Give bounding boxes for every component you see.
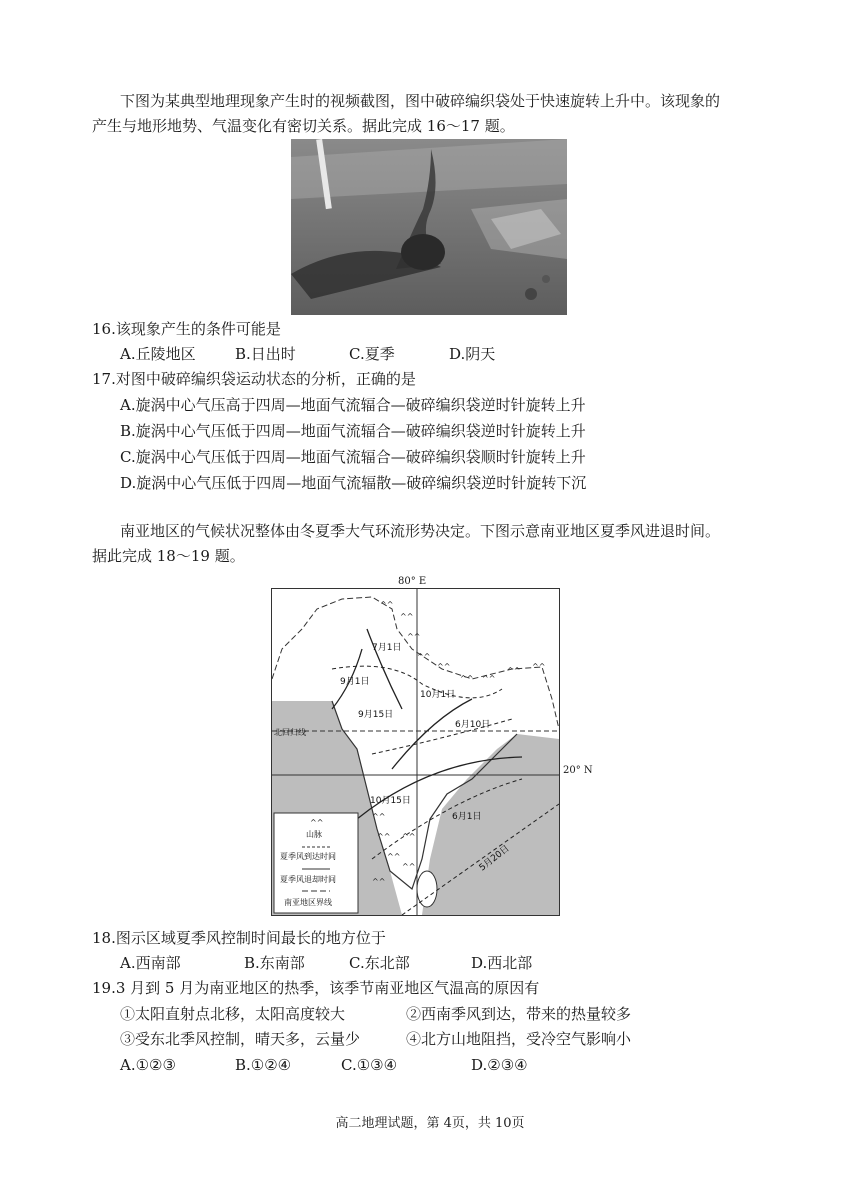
label-sep15: 9月15日 — [358, 710, 394, 720]
map-lat-label: 20° N — [563, 765, 593, 776]
q19-option-d: D.②③④ — [471, 1056, 528, 1074]
question-18-stem: 18.图示区域夏季风控制时间最长的地方位于 — [92, 929, 386, 947]
page-footer: 高二地理试题，第 4页，共 10页 — [335, 1116, 525, 1131]
q16-option-b: B.日出时 — [235, 345, 296, 363]
svg-text:^^: ^^ — [482, 674, 496, 683]
intro-paragraph-1-line-1: 下图为某典型地理现象产生时的视频截图，图中破碎编织袋处于快速旋转上升中。该现象的 — [120, 92, 721, 110]
sri-lanka — [417, 871, 437, 907]
svg-text:^^: ^^ — [417, 652, 431, 661]
svg-text:^^: ^^ — [507, 666, 521, 675]
map-lon-label: 80° E — [398, 576, 427, 587]
label-oct15: 10月15日 — [370, 796, 411, 806]
q17-option-d: D.旋涡中心气压低于四周—地面气流辐散—破碎编织袋逆时针旋转下沉 — [120, 474, 587, 492]
label-jun10: 6月10日 — [455, 720, 491, 730]
legend-mountain: 山脉 — [306, 830, 322, 839]
svg-text:^^: ^^ — [400, 612, 414, 621]
q16-option-d: D.阴天 — [449, 345, 496, 363]
svg-text:^^: ^^ — [380, 600, 394, 609]
label-jun1: 6月1日 — [452, 812, 482, 822]
retreat-line-oct1 — [392, 699, 472, 769]
q19-item-1: ①太阳直射点北移，太阳高度较大 — [120, 1005, 346, 1023]
retreat-line-sep15 — [367, 629, 402, 709]
svg-text:^^: ^^ — [372, 877, 386, 886]
q19-option-b: B.①②④ — [235, 1056, 292, 1074]
legend-retreat: 夏季风退却时间 — [280, 875, 336, 884]
svg-text:^^: ^^ — [407, 632, 421, 641]
svg-text:^^: ^^ — [387, 852, 401, 861]
legend-boundary: 南亚地区界线 — [284, 898, 332, 907]
question-17-stem: 17.对图中破碎编织袋运动状态的分析，正确的是 — [92, 370, 416, 388]
q17-option-c: C.旋涡中心气压低于四周—地面气流辐合—破碎编织袋顺时针旋转上升 — [120, 448, 586, 466]
intro-paragraph-1-line-2: 产生与地形地势、气温变化有密切关系。据此完成 16～17 题。 — [92, 117, 515, 135]
svg-text:^^: ^^ — [402, 862, 416, 871]
svg-text:^^: ^^ — [372, 812, 386, 821]
south-asia-monsoon-map — [271, 588, 560, 916]
svg-text:^^: ^^ — [377, 832, 391, 841]
intro-paragraph-2-line-2: 据此完成 18～19 题。 — [92, 547, 245, 565]
q18-option-b: B.东南部 — [244, 954, 305, 972]
q17-option-b: B.旋涡中心气压低于四周—地面气流辐合—破碎编织袋逆时针旋转上升 — [120, 422, 586, 440]
q19-item-3: ③受东北季风控制，晴天多，云量少 — [120, 1030, 361, 1048]
q18-option-a: A.西南部 — [120, 954, 181, 972]
q16-option-c: C.夏季 — [349, 345, 395, 363]
label-tropic: 北回归线 — [274, 728, 306, 737]
legend-mountain-icon: ^^ — [310, 818, 324, 827]
svg-text:^^: ^^ — [437, 662, 451, 671]
q18-option-c: C.东北部 — [349, 954, 410, 972]
dust-devil-photo — [291, 139, 567, 315]
q18-option-d: D.西北部 — [471, 954, 533, 972]
q17-option-a: A.旋涡中心气压高于四周—地面气流辐合—破碎编织袋逆时针旋转上升 — [120, 396, 586, 414]
question-19-stem: 19.3 月到 5 月为南亚地区的热季，该季节南亚地区气温高的原因有 — [92, 979, 540, 997]
q19-option-a: A.①②③ — [120, 1056, 176, 1074]
advance-line-jun10 — [372, 719, 512, 754]
q19-option-c: C.①③④ — [341, 1056, 398, 1074]
label-oct1: 10月1日 — [420, 690, 456, 700]
svg-text:^^: ^^ — [402, 832, 416, 841]
label-sep1: 9月1日 — [340, 677, 370, 687]
q19-item-4: ④北方山地阻挡，受冷空气影响小 — [406, 1030, 632, 1048]
intro-paragraph-2-line-1: 南亚地区的气候状况整体由冬夏季大气环流形势决定。下图示意南亚地区夏季风进退时间。 — [120, 522, 721, 540]
svg-text:^^: ^^ — [532, 662, 546, 671]
q16-option-a: A.丘陵地区 — [120, 345, 196, 363]
svg-text:^^: ^^ — [460, 674, 474, 683]
label-may20: 5月20日 — [477, 843, 512, 874]
q19-item-2: ②西南季风到达，带来的热量较多 — [406, 1005, 632, 1023]
label-jul1: 7月1日 — [372, 643, 402, 653]
question-16-stem: 16.该现象产生的条件可能是 — [92, 320, 281, 338]
legend-advance: 夏季风到达时间 — [280, 852, 336, 861]
